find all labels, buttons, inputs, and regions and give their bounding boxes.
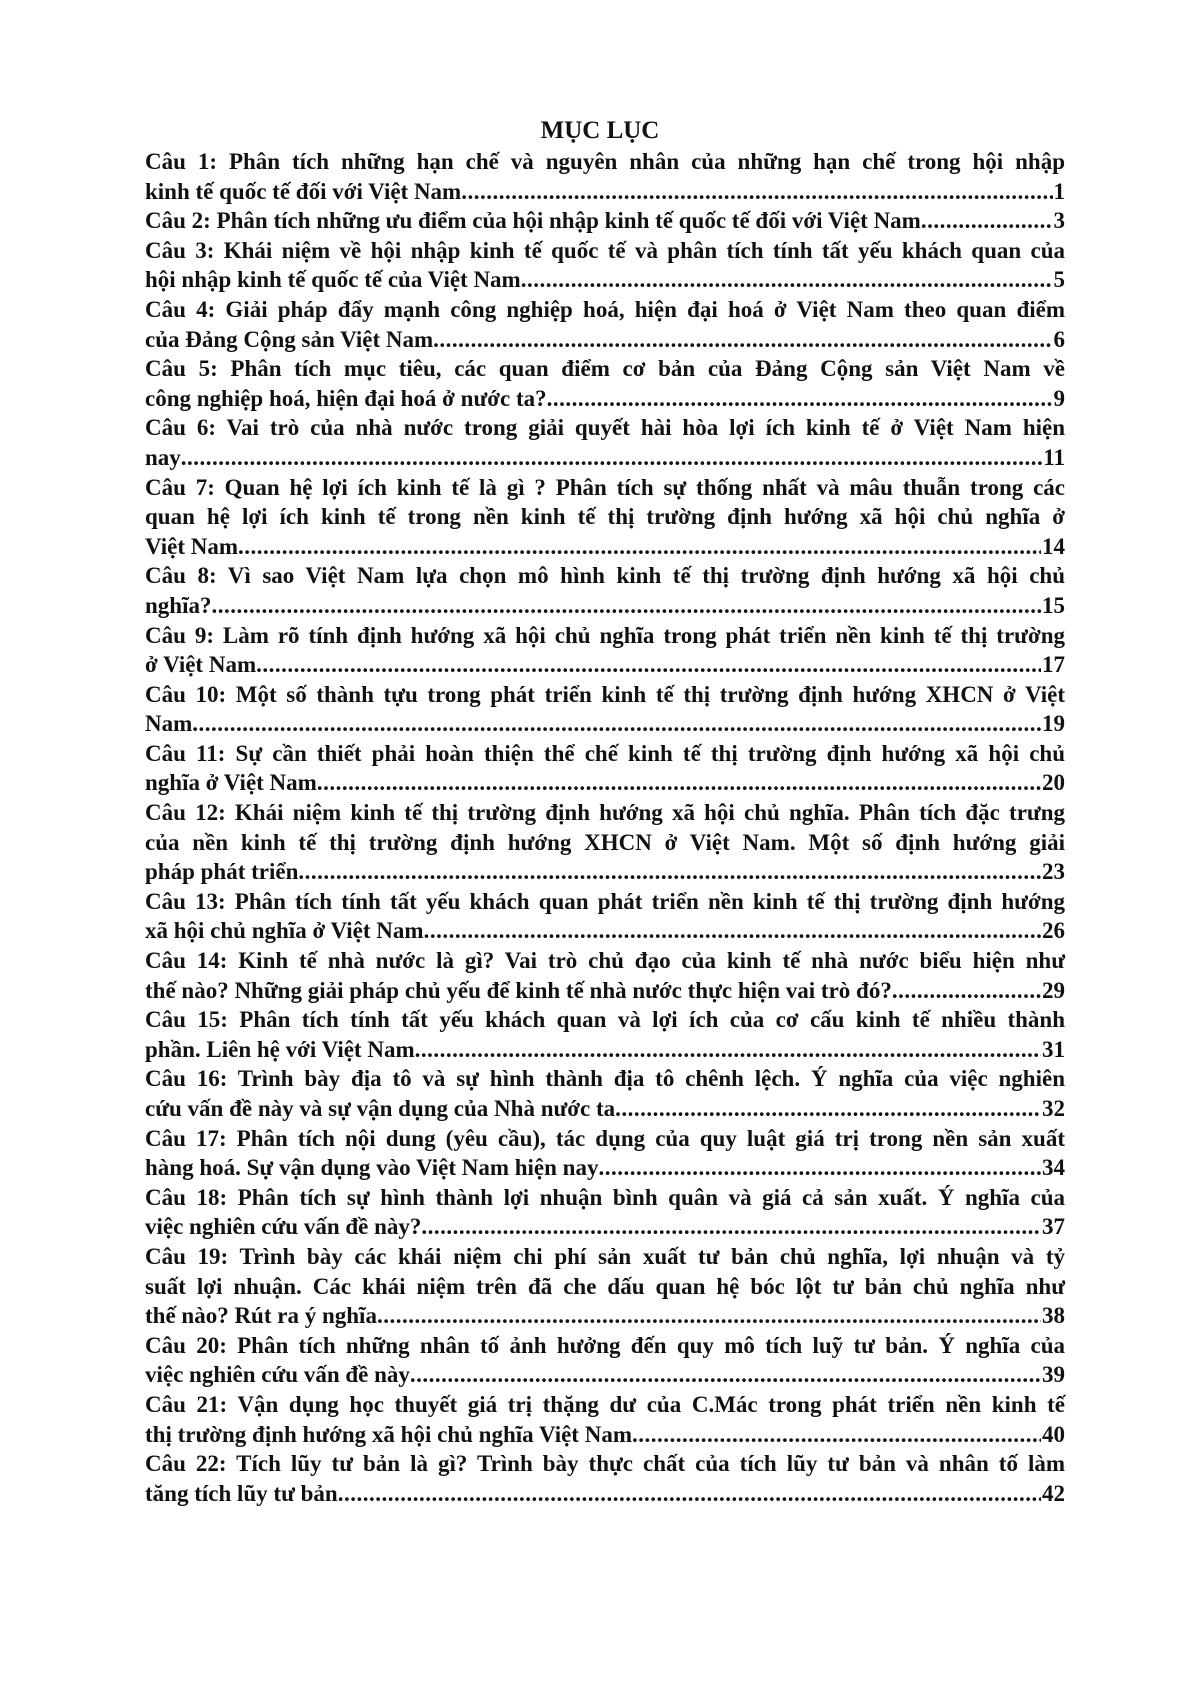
toc-entry[interactable]: [145, 1005, 1065, 1064]
dot-leader: [298, 857, 1041, 887]
page-number: 1: [1053, 178, 1065, 204]
dot-leader: [410, 1360, 1041, 1390]
dot-leader: [338, 1479, 1041, 1509]
dot-leader: [421, 1212, 1041, 1242]
toc-entry-text: Câu 10: Một số thành tựu trong phát triển kinh tế thị trường định hướng XHCN ở Việt: [145, 681, 1065, 707]
dot-leader: [921, 206, 1053, 236]
dot-leader: [238, 532, 1041, 562]
toc-entry-text: Việt Nam: [145, 533, 239, 559]
page-title: MỤC LỤC: [540, 117, 660, 144]
dot-leader: [211, 591, 1041, 621]
toc-entry-text: pháp phát triển: [145, 859, 299, 885]
dot-leader: [317, 768, 1041, 798]
toc-entry-text: công nghiệp hoá, hiện đại hoá ở nước ta?: [145, 385, 547, 411]
page-number: 26: [1042, 918, 1065, 944]
dot-leader: [424, 916, 1041, 946]
toc-entry-text: Câu 12: Khái niệm kinh tế thị trường định hướng xã hội chủ nghĩa. Phân tích đặc trưng: [145, 800, 1065, 826]
page-number: 6: [1053, 326, 1065, 352]
dot-leader: [632, 1420, 1041, 1450]
dot-leader: [377, 1301, 1041, 1331]
page-number: 5: [1053, 267, 1065, 293]
toc-entry[interactable]: [145, 354, 1065, 413]
toc-entry[interactable]: [145, 1183, 1065, 1242]
toc-entry-text: thị trường định hướng xã hội chủ nghĩa Việt Nam: [145, 1421, 632, 1447]
toc-entry-text: Câu 8: Vì sao Việt Nam lựa chọn mô hình kinh tế thị trường định hướng xã hội chủ: [145, 563, 1065, 589]
dot-leader: [415, 1035, 1041, 1065]
toc-entry[interactable]: [145, 1242, 1065, 1331]
toc-entry-text: quan hệ lợi ích kinh tế trong nền kinh tế thị trường định hướng xã hội chủ nghĩa ở: [145, 504, 1065, 530]
toc-entry-text: Nam: [145, 711, 193, 737]
toc-entry-text: Câu 13: Phân tích tính tất yếu khách quan phát triển nền kinh tế thị trường định hướng: [145, 888, 1065, 914]
page-number: 11: [1043, 444, 1065, 470]
dot-leader: [192, 709, 1041, 739]
toc-entry-text: Câu 7: Quan hệ lợi ích kinh tế là gì ? Phân tích sự thống nhất và mâu thuẫn trong các: [145, 474, 1065, 500]
toc-entry-text: Câu 5: Phân tích mục tiêu, các quan điểm cơ bản của Đảng Cộng sản Việt Nam về: [145, 356, 1065, 382]
page-number: 32: [1042, 1096, 1065, 1121]
toc-entry-text: của nền kinh tế thị trường định hướng XHCN ở Việt Nam. Một số định hướng giải: [145, 829, 1065, 855]
toc-entry-text: Câu 18: Phân tích sự hình thành lợi nhuận bình quân và giá cả sản xuất. Ý nghĩa của: [145, 1184, 1065, 1210]
toc-entry-text: Câu 4: Giải pháp đẩy mạnh công nghiệp hoá, hiện đại hoá ở Việt Nam theo quan điểm: [145, 296, 1065, 322]
toc-entry-text: việc nghiên cứu vấn đề này: [145, 1362, 410, 1388]
toc-entry[interactable]: [145, 206, 1065, 236]
dot-leader: [256, 650, 1041, 680]
dot-leader: [521, 265, 1053, 295]
toc-entry-text: kinh tế quốc tế đối với Việt Nam: [145, 178, 462, 204]
page-number: 9: [1053, 385, 1065, 411]
toc-entry[interactable]: [145, 1331, 1065, 1390]
toc-entry[interactable]: [145, 887, 1065, 946]
toc-entry[interactable]: [145, 1064, 1065, 1123]
page-number: 40: [1042, 1421, 1065, 1447]
toc-entry-text: Câu 21: Vận dụng học thuyết giá trị thặng dư của C.Mác trong phát triển nền kinh tế: [145, 1391, 1065, 1417]
page-number: 39: [1042, 1362, 1065, 1388]
toc-entry[interactable]: [145, 739, 1065, 798]
toc-entry-text: hàng hoá. Sự vận dụng vào Việt Nam hiện nay: [145, 1155, 599, 1181]
toc-entry[interactable]: [145, 413, 1065, 472]
toc-entry-text: thế nào? Những giải pháp chủ yếu để kinh tế nhà nước thực hiện vai trò đó?: [145, 977, 892, 1003]
toc-entry[interactable]: [145, 621, 1065, 680]
page-number: 14: [1042, 533, 1065, 559]
dot-leader: [598, 1153, 1041, 1183]
toc-entry-text: Câu 3: Khái niệm về hội nhập kinh tế quốc tế và phân tích tính tất yếu khách quan của: [145, 237, 1065, 263]
page-number: 29: [1042, 977, 1065, 1003]
page-number: 15: [1042, 592, 1065, 618]
dot-leader: [181, 443, 1042, 473]
page-number: 42: [1042, 1480, 1065, 1506]
page-number: 19: [1042, 711, 1065, 737]
toc-entry-text: nghĩa ở Việt Nam: [145, 770, 317, 796]
toc-entry-text: Câu 9: Làm rõ tính định hướng xã hội chủ nghĩa trong phát triển nền kinh tế thị trường: [145, 622, 1065, 648]
page-number: 23: [1042, 859, 1065, 885]
toc-entry-text: việc nghiên cứu vấn đề này?: [145, 1214, 422, 1240]
toc-entry-text: nghĩa?: [145, 592, 212, 618]
toc-entry-text: nay: [145, 444, 181, 470]
toc-entry-text: hội nhập kinh tế quốc tế của Việt Nam: [145, 267, 521, 293]
toc-entry[interactable]: [145, 1390, 1065, 1449]
toc-entry-text: cứu vấn đề này và sự vận dụng của Nhà nước ta: [145, 1096, 616, 1121]
page-number: 31: [1042, 1036, 1065, 1062]
page-number: 17: [1042, 652, 1065, 678]
dot-leader: [892, 976, 1041, 1006]
dot-leader: [461, 177, 1052, 207]
toc-entry-text: phần. Liên hệ với Việt Nam: [145, 1036, 415, 1062]
dot-leader: [615, 1094, 1041, 1124]
toc-entry-text: Câu 16: Trình bày địa tô và sự hình thành địa tô chênh lệch. Ý nghĩa của việc nghiên: [145, 1066, 1065, 1092]
toc-entry-text: thế nào? Rút ra ý nghĩa: [145, 1303, 377, 1329]
toc-entry[interactable]: [145, 147, 1065, 206]
dot-leader: [433, 325, 1052, 355]
toc-entry[interactable]: [145, 680, 1065, 739]
toc-entry[interactable]: [145, 236, 1065, 295]
dot-leader: [547, 384, 1053, 414]
toc-entry-text: Câu 14: Kinh tế nhà nước là gì? Vai trò chủ đạo của kinh tế nhà nước biểu hiện như: [145, 948, 1065, 974]
page-number: 37: [1042, 1214, 1065, 1240]
toc-entry[interactable]: [145, 1449, 1065, 1508]
toc-entry-text: tăng tích lũy tư bản: [145, 1480, 338, 1506]
toc-entry-text: suất lợi nhuận. Các khái niệm trên đã che dấu quan hệ bóc lột tư bản chủ nghĩa như: [145, 1273, 1065, 1299]
toc-entry-text: Câu 1: Phân tích những hạn chế và nguyên nhân của những hạn chế trong hội nhập: [145, 149, 1065, 174]
toc-entry-text: Câu 19: Trình bày các khái niệm chi phí sản xuất tư bản chủ nghĩa, lợi nhuận và tỷ: [145, 1243, 1065, 1269]
toc-entry[interactable]: [145, 798, 1065, 887]
toc-entry-text: Câu 11: Sự cần thiết phải hoàn thiện thể chế kinh tế thị trường định hướng xã hội chủ: [145, 740, 1065, 766]
toc-entry-text: của Đảng Cộng sản Việt Nam: [145, 326, 434, 352]
toc-entry-text: Câu 22: Tích lũy tư bản là gì? Trình bày thực chất của tích lũy tư bản và nhân tố làm: [145, 1451, 1065, 1477]
toc-entry-text: Câu 15: Phân tích tính tất yếu khách quan và lợi ích của cơ cấu kinh tế nhiều thành: [145, 1007, 1065, 1033]
page-number: 20: [1042, 770, 1065, 796]
toc-entry[interactable]: [145, 561, 1065, 620]
toc-entry-text: xã hội chủ nghĩa ở Việt Nam: [145, 918, 424, 944]
toc-entry[interactable]: [145, 1124, 1065, 1183]
toc-entry-text: Câu 6: Vai trò của nhà nước trong giải quyết hài hòa lợi ích kinh tế ở Việt Nam hiện: [145, 415, 1065, 441]
toc-entry[interactable]: [145, 295, 1065, 354]
toc-entry-text: Câu 20: Phân tích những nhân tố ảnh hưởng đến quy mô tích luỹ tư bản. Ý nghĩa của: [145, 1332, 1065, 1358]
toc-entry-text: Câu 17: Phân tích nội dung (yêu cầu), tác dụng của quy luật giá trị trong nền sản xuất: [145, 1125, 1065, 1151]
toc-entry-text: Câu 2: Phân tích những ưu điểm của hội nhập kinh tế quốc tế đối với Việt Nam: [145, 208, 921, 234]
toc-entry[interactable]: [145, 946, 1065, 1005]
toc-entry-text: ở Việt Nam: [145, 652, 257, 678]
page-number: 34: [1042, 1155, 1065, 1181]
page-number: 3: [1053, 208, 1065, 234]
toc-entry[interactable]: [145, 473, 1065, 562]
page-number: 38: [1042, 1303, 1065, 1329]
table-of-contents: [145, 147, 1065, 1508]
